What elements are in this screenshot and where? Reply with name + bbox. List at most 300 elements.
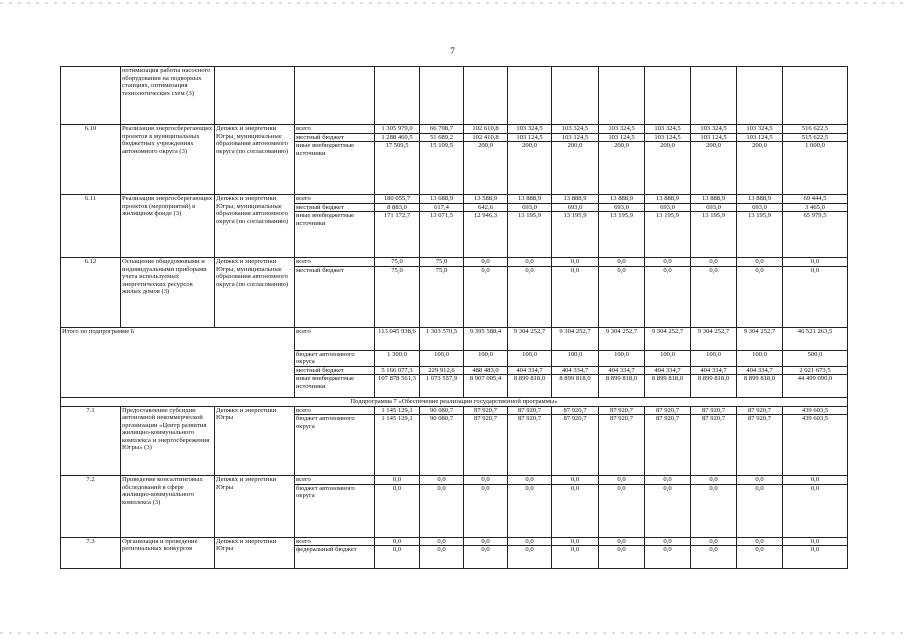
empty-cell bbox=[645, 67, 691, 125]
amount-value: 87 920,7 bbox=[599, 407, 644, 416]
funding-source-label: бюджет автономного округа bbox=[296, 484, 355, 499]
amount-value: 8 899 818,0 bbox=[513, 375, 546, 382]
amount-cell bbox=[420, 406, 464, 476]
amount-cell bbox=[691, 327, 737, 398]
empty-cell bbox=[375, 67, 420, 125]
amount-cell bbox=[508, 258, 552, 328]
amount-value: 0,0 bbox=[783, 538, 847, 547]
amount-cell bbox=[783, 195, 848, 258]
amount-value: 103 324,5 bbox=[645, 125, 690, 134]
table-row bbox=[61, 327, 848, 398]
amount-value: 404 334,7 bbox=[508, 367, 551, 376]
amount-value: 5 166 077,3 bbox=[375, 367, 419, 376]
amount-value: 9 304 252,7 bbox=[737, 328, 782, 351]
amount-value: 1 073 557,9 bbox=[425, 375, 458, 382]
table-row bbox=[61, 406, 848, 476]
amount-value: 87 920,7 bbox=[473, 415, 498, 422]
amount-cell bbox=[420, 125, 464, 195]
funding-sources-cell bbox=[295, 195, 375, 258]
amount-value: 66 798,7 bbox=[420, 125, 463, 134]
executor-cell: Депжкх и энергетики Югры bbox=[215, 476, 295, 538]
amount-value: 0,0 bbox=[691, 476, 736, 485]
amount-cell bbox=[737, 476, 783, 538]
empty-cell bbox=[215, 67, 295, 125]
amount-value: 0,0 bbox=[691, 258, 736, 267]
amount-value: 200,0 bbox=[752, 142, 767, 149]
empty-cell bbox=[508, 67, 552, 125]
amount-cell bbox=[783, 258, 848, 328]
amount-value: 1 145 129,1 bbox=[375, 407, 419, 416]
amount-value: 103 324,5 bbox=[691, 125, 736, 134]
amount-value: 693,0 bbox=[508, 204, 551, 213]
amount-value: 0,0 bbox=[645, 258, 690, 267]
amount-cell bbox=[552, 125, 599, 195]
amount-value: 8 883,0 bbox=[375, 204, 419, 213]
funding-source-label: иные внебюджетные источники bbox=[296, 375, 355, 390]
amount-value: 0,0 bbox=[375, 476, 419, 485]
amount-value: 0,0 bbox=[525, 484, 534, 492]
amount-cell bbox=[737, 195, 783, 258]
amount-cell bbox=[375, 125, 420, 195]
amount-value: 0,0 bbox=[420, 476, 463, 485]
scan-edge-bottom bbox=[0, 632, 905, 634]
amount-value: 0,0 bbox=[810, 266, 820, 274]
scan-edge-top bbox=[0, 2, 905, 4]
amount-value: 13 888,9 bbox=[552, 195, 598, 204]
amount-value: 0,0 bbox=[552, 476, 598, 485]
amount-value: 200,0 bbox=[660, 142, 675, 149]
amount-value: 500,0 bbox=[783, 351, 847, 367]
amount-value: 0,0 bbox=[392, 484, 402, 492]
amount-value: 75,0 bbox=[420, 258, 463, 267]
amount-value: 103 124,5 bbox=[645, 134, 690, 143]
amount-cell bbox=[737, 327, 783, 398]
amount-value: 229 912,6 bbox=[420, 367, 463, 376]
activity-name-cell: Предоставление субсидии автономной некоммерческой организации «Центр развития жилищно-коммунального комплекса и энергосбережения Югры» (3) bbox=[121, 406, 215, 476]
executor-cell: Депжкх и энергетики Югры, муниципальные образования автономного округа (по согласованию) bbox=[215, 195, 295, 258]
amount-cell bbox=[599, 195, 645, 258]
row-number-cell: 7.2 bbox=[61, 476, 121, 538]
amount-value: 0,0 bbox=[737, 258, 782, 267]
amount-value: 200,0 bbox=[706, 142, 721, 149]
amount-value: 75,0 bbox=[391, 266, 403, 274]
funding-source-label: бюджет автономного округа bbox=[296, 415, 355, 430]
amount-cell bbox=[599, 537, 645, 569]
funding-source-label: всего bbox=[295, 328, 374, 351]
amount-value: 2 021 673,5 bbox=[783, 367, 847, 376]
amount-value: 103 124,5 bbox=[552, 134, 598, 143]
amount-value: 87 920,7 bbox=[645, 407, 690, 416]
executor-cell: Депжкх и энергетики Югры bbox=[215, 406, 295, 476]
amount-value: 102 410,8 bbox=[464, 134, 507, 143]
row-number-cell bbox=[61, 67, 121, 125]
amount-value: 51 689,2 bbox=[420, 134, 463, 143]
amount-cell bbox=[691, 258, 737, 328]
funding-sources-cell bbox=[295, 406, 375, 476]
amount-cell bbox=[783, 327, 848, 398]
amount-cell bbox=[599, 258, 645, 328]
amount-cell bbox=[420, 195, 464, 258]
amount-cell bbox=[464, 537, 508, 569]
row-number-cell: 7.3 bbox=[61, 537, 121, 569]
table-row bbox=[61, 195, 848, 258]
funding-sources-cell bbox=[295, 258, 375, 328]
amount-value: 13 195,9 bbox=[563, 212, 587, 219]
amount-value: 693,0 bbox=[645, 204, 690, 213]
funding-source-label: всего bbox=[295, 258, 374, 267]
amount-cell bbox=[508, 195, 552, 258]
amount-value: 0,0 bbox=[570, 266, 580, 274]
amount-cell bbox=[783, 537, 848, 569]
amount-cell bbox=[645, 406, 691, 476]
amount-value: 87 920,7 bbox=[508, 407, 551, 416]
amount-cell bbox=[645, 327, 691, 398]
funding-sources-cell bbox=[295, 125, 375, 195]
amount-cell bbox=[645, 476, 691, 538]
amount-value: 180 055,7 bbox=[375, 195, 419, 204]
amount-value: 0,0 bbox=[709, 546, 718, 553]
amount-value: 0,0 bbox=[481, 266, 490, 274]
amount-value: 13 688,9 bbox=[420, 195, 463, 204]
table-row bbox=[61, 67, 848, 125]
table-row bbox=[61, 398, 848, 407]
amount-cell bbox=[552, 406, 599, 476]
amount-value: 0,0 bbox=[663, 546, 672, 553]
amount-value: 516 622,5 bbox=[783, 125, 847, 134]
amount-value: 12 946,3 bbox=[473, 212, 498, 219]
activity-name-cell: Оснащение общедомовыми и индивидуальными приборами учета используемых энергетических ресурсов жилых домов (3) bbox=[121, 258, 215, 328]
amount-cell bbox=[508, 327, 552, 398]
empty-cell bbox=[295, 67, 375, 125]
amount-cell bbox=[691, 537, 737, 569]
amount-value: 0,0 bbox=[464, 258, 507, 267]
amount-value: 87 920,7 bbox=[701, 415, 726, 422]
amount-cell bbox=[375, 258, 420, 328]
amount-value: 404 334,7 bbox=[691, 367, 736, 376]
amount-value: 0,0 bbox=[552, 538, 598, 547]
amount-value: 0,0 bbox=[375, 538, 419, 547]
amount-value: 13 888,9 bbox=[645, 195, 690, 204]
amount-value: 13 888,9 bbox=[737, 195, 782, 204]
amount-value: 200,0 bbox=[567, 142, 583, 149]
amount-value: 0,0 bbox=[464, 476, 507, 485]
amount-value: 87 920,7 bbox=[552, 407, 598, 416]
empty-cell bbox=[552, 67, 599, 125]
amount-value: 0,0 bbox=[709, 484, 718, 492]
row-number-cell: 6.12 bbox=[61, 258, 121, 328]
amount-value: 13 195,9 bbox=[517, 212, 542, 219]
amount-cell bbox=[552, 258, 599, 328]
amount-value: 102 610,8 bbox=[464, 125, 507, 134]
amount-value: 65 979,5 bbox=[803, 212, 827, 219]
amount-cell bbox=[508, 125, 552, 195]
amount-value: 693,0 bbox=[599, 204, 644, 213]
amount-cell bbox=[375, 327, 420, 398]
amount-value: 90 080,7 bbox=[429, 415, 454, 422]
table-row bbox=[61, 476, 848, 538]
amount-value: 103 124,5 bbox=[508, 134, 551, 143]
amount-value: 0,0 bbox=[525, 546, 534, 553]
amount-value: 75,0 bbox=[435, 266, 448, 274]
amount-value: 15 109,5 bbox=[429, 142, 454, 149]
amount-value: 693,0 bbox=[737, 204, 782, 213]
amount-cell bbox=[691, 476, 737, 538]
amount-cell bbox=[599, 406, 645, 476]
subprogram-7-title: Подпрограмма 7 «Обеспечение реализации государственной программы» bbox=[61, 398, 848, 407]
row-number-cell: 6.10 bbox=[61, 125, 121, 195]
amount-value: 100,0 bbox=[508, 351, 551, 367]
amount-value: 0,0 bbox=[570, 546, 580, 553]
amount-value: 9 304 252,7 bbox=[645, 328, 690, 351]
amount-value: 103 124,5 bbox=[599, 134, 644, 143]
amount-value: 87 920,7 bbox=[747, 415, 772, 422]
amount-cell bbox=[375, 476, 420, 538]
funding-source-label: всего bbox=[295, 407, 374, 416]
amount-value: 103 324,5 bbox=[737, 125, 782, 134]
amount-value: 8 899 818,0 bbox=[697, 375, 730, 382]
amount-value: 439 603,5 bbox=[801, 415, 829, 422]
amount-value: 100,0 bbox=[464, 351, 507, 367]
amount-value: 100,0 bbox=[420, 351, 463, 367]
amount-value: 13 888,9 bbox=[691, 195, 736, 204]
amount-value: 103 324,5 bbox=[552, 125, 598, 134]
amount-value: 0,0 bbox=[508, 258, 551, 267]
amount-value: 0,0 bbox=[755, 484, 764, 492]
amount-cell bbox=[691, 195, 737, 258]
funding-source-label: иные внебюджетные источники bbox=[296, 212, 355, 227]
amount-cell bbox=[552, 476, 599, 538]
amount-value: 0,0 bbox=[481, 484, 490, 492]
amount-value: 1 288 469,5 bbox=[375, 134, 419, 143]
amount-value: 3 465,0 bbox=[783, 204, 847, 213]
amount-value: 87 920,7 bbox=[464, 407, 507, 416]
amount-value: 488 483,0 bbox=[464, 367, 507, 376]
amount-value: 100,0 bbox=[599, 351, 644, 367]
amount-value: 0,0 bbox=[810, 546, 820, 553]
amount-value: 200,0 bbox=[478, 142, 493, 149]
amount-value: 113 045 938,6 bbox=[375, 328, 419, 351]
amount-cell bbox=[375, 195, 420, 258]
amount-value: 87 920,7 bbox=[609, 415, 634, 422]
amount-value: 404 334,7 bbox=[552, 367, 598, 376]
amount-value: 9 304 252,7 bbox=[508, 328, 551, 351]
page-number: 7 bbox=[450, 46, 455, 56]
amount-value: 75,0 bbox=[375, 258, 419, 267]
amount-value: 0,0 bbox=[617, 546, 626, 553]
amount-cell bbox=[645, 125, 691, 195]
amount-cell bbox=[599, 476, 645, 538]
amount-cell bbox=[645, 195, 691, 258]
table-row bbox=[61, 125, 848, 195]
amount-value: 17 509,5 bbox=[385, 142, 409, 149]
amount-value: 0,0 bbox=[709, 266, 718, 274]
amount-value: 9 304 252,7 bbox=[599, 328, 644, 351]
row-number-cell: 7.1 bbox=[61, 406, 121, 476]
amount-cell bbox=[783, 476, 848, 538]
amount-value: 0,0 bbox=[755, 546, 764, 553]
amount-value: 171 172,7 bbox=[383, 212, 411, 219]
amount-cell bbox=[464, 476, 508, 538]
amount-value: 0,0 bbox=[755, 266, 764, 274]
activity-name-cell: Реализация энергосберегающих проектов (мероприятий) в жилищном фонде (3) bbox=[121, 195, 215, 258]
amount-value: 1 303 570,5 bbox=[420, 328, 463, 351]
funding-sources-cell bbox=[295, 327, 375, 398]
amount-value: 13 588,9 bbox=[464, 195, 507, 204]
amount-value: 0,0 bbox=[437, 484, 446, 492]
funding-sources-cell bbox=[295, 537, 375, 569]
empty-cell bbox=[464, 67, 508, 125]
amount-value: 100,0 bbox=[691, 351, 736, 367]
amount-cell bbox=[783, 125, 848, 195]
amount-value: 439 603,5 bbox=[783, 407, 847, 416]
amount-cell bbox=[783, 406, 848, 476]
funding-source-label: всего bbox=[295, 538, 374, 547]
amount-value: 13 195,9 bbox=[701, 212, 726, 219]
amount-value: 13 195,9 bbox=[609, 212, 634, 219]
amount-value: 0,0 bbox=[599, 258, 644, 267]
amount-cell bbox=[420, 258, 464, 328]
amount-value: 0,0 bbox=[420, 538, 463, 547]
amount-value: 0,0 bbox=[570, 484, 580, 492]
amount-cell bbox=[552, 537, 599, 569]
amount-value: 0,0 bbox=[783, 476, 847, 485]
amount-cell bbox=[420, 476, 464, 538]
amount-value: 44 499 090,0 bbox=[797, 375, 833, 382]
amount-cell bbox=[599, 125, 645, 195]
amount-value: 8 907 005,4 bbox=[469, 375, 502, 382]
amount-value: 1 300,0 bbox=[375, 351, 419, 367]
amount-value: 642,6 bbox=[464, 204, 507, 213]
amount-value: 103 324,5 bbox=[508, 125, 551, 134]
amount-value: 0,0 bbox=[617, 484, 626, 492]
budget-table-wrap bbox=[60, 66, 847, 569]
amount-cell bbox=[464, 258, 508, 328]
amount-value: 103 124,5 bbox=[737, 134, 782, 143]
amount-value: 8 899 818,0 bbox=[651, 375, 684, 382]
amount-value: 100,0 bbox=[737, 351, 782, 367]
funding-source-label: бюджет автономного округа bbox=[295, 351, 374, 367]
amount-cell bbox=[737, 125, 783, 195]
executor-cell: Депжкх и энергетики Югры, муниципальные образования автономного округа (по согласованию) bbox=[215, 258, 295, 328]
amount-cell bbox=[508, 537, 552, 569]
amount-cell bbox=[508, 476, 552, 538]
amount-cell bbox=[464, 327, 508, 398]
amount-value: 0,0 bbox=[810, 484, 820, 492]
amount-value: 0,0 bbox=[599, 538, 644, 547]
amount-value: 617,4 bbox=[420, 204, 463, 213]
amount-cell bbox=[599, 327, 645, 398]
amount-value: 1 145 129,1 bbox=[381, 415, 413, 422]
amount-cell bbox=[464, 125, 508, 195]
amount-value: 0,0 bbox=[663, 484, 672, 492]
empty-cell bbox=[783, 67, 848, 125]
amount-value: 0,0 bbox=[691, 538, 736, 547]
funding-source-label: федеральный бюджет bbox=[296, 546, 357, 553]
row-number-cell: 6.11 bbox=[61, 195, 121, 258]
empty-cell bbox=[737, 67, 783, 125]
amount-cell bbox=[737, 258, 783, 328]
amount-value: 100,0 bbox=[552, 351, 598, 367]
table-row bbox=[61, 537, 848, 569]
amount-value: 13 888,9 bbox=[508, 195, 551, 204]
amount-value: 46 521 263,5 bbox=[783, 328, 847, 351]
amount-value: 0,0 bbox=[663, 266, 672, 274]
amount-value: 693,0 bbox=[691, 204, 736, 213]
funding-source-label: иные внебюджетные источники bbox=[296, 142, 355, 157]
amount-value: 404 334,7 bbox=[737, 367, 782, 376]
amount-value: 8 899 818,0 bbox=[559, 375, 591, 382]
amount-value: 103 324,5 bbox=[599, 125, 644, 134]
amount-value: 0,0 bbox=[508, 538, 551, 547]
amount-value: 0,0 bbox=[481, 546, 490, 553]
amount-value: 0,0 bbox=[437, 546, 446, 553]
amount-cell bbox=[420, 327, 464, 398]
executor-cell: Депжкх и энергетики Югры bbox=[215, 537, 295, 569]
amount-cell bbox=[508, 406, 552, 476]
amount-value: 0,0 bbox=[599, 476, 644, 485]
amount-value: 87 920,7 bbox=[517, 415, 542, 422]
amount-value: 13 195,9 bbox=[747, 212, 772, 219]
activity-name-cell: Проведение консалтинговых обследований в сфере жилищно-коммунального комплекса (3) bbox=[121, 476, 215, 538]
amount-value: 13 195,9 bbox=[655, 212, 680, 219]
amount-value: 90 080,7 bbox=[420, 407, 463, 416]
funding-source-label: всего bbox=[295, 476, 374, 485]
amount-value: 0,0 bbox=[645, 538, 690, 547]
funding-source-label: всего bbox=[295, 195, 374, 204]
amount-value: 0,0 bbox=[552, 258, 598, 267]
amount-value: 100,0 bbox=[645, 351, 690, 367]
table-row bbox=[61, 258, 848, 328]
amount-value: 1 000,0 bbox=[805, 142, 825, 149]
amount-cell bbox=[552, 195, 599, 258]
amount-value: 87 920,7 bbox=[691, 407, 736, 416]
amount-value: 693,0 bbox=[552, 204, 598, 213]
funding-source-label: всего bbox=[295, 125, 374, 134]
amount-value: 515 622,5 bbox=[783, 134, 847, 143]
amount-cell bbox=[420, 537, 464, 569]
activity-name-cell: Организация и проведение региональных конкурсов bbox=[121, 537, 215, 569]
amount-cell bbox=[464, 195, 508, 258]
amount-value: 9 304 252,7 bbox=[691, 328, 736, 351]
amount-value: 8 899 818,0 bbox=[743, 375, 776, 382]
amount-cell bbox=[464, 406, 508, 476]
amount-value: 87 920,7 bbox=[655, 415, 680, 422]
empty-cell bbox=[691, 67, 737, 125]
amount-value: 103 124,5 bbox=[691, 134, 736, 143]
funding-source-label: местный бюджет bbox=[295, 367, 374, 376]
amount-value: 0,0 bbox=[508, 476, 551, 485]
amount-value: 0,0 bbox=[737, 476, 782, 485]
amount-value: 0,0 bbox=[525, 266, 534, 274]
amount-value: 404 334,7 bbox=[599, 367, 644, 376]
amount-value: 13 071,5 bbox=[429, 212, 454, 219]
empty-cell bbox=[599, 67, 645, 125]
amount-value: 87 920,7 bbox=[737, 407, 782, 416]
amount-value: 200,0 bbox=[522, 142, 537, 149]
amount-cell bbox=[691, 406, 737, 476]
funding-sources-cell bbox=[295, 476, 375, 538]
amount-value: 0,0 bbox=[392, 546, 402, 553]
amount-value: 1 305 979,0 bbox=[375, 125, 419, 134]
amount-value: 0,0 bbox=[617, 266, 626, 274]
amount-cell bbox=[552, 327, 599, 398]
amount-value: 0,0 bbox=[464, 538, 507, 547]
empty-cell bbox=[420, 67, 464, 125]
amount-value: 0,0 bbox=[737, 538, 782, 547]
amount-value: 107 878 561,3 bbox=[378, 375, 416, 382]
amount-value: 13 888,9 bbox=[599, 195, 644, 204]
total-label-cell: Итого по подпрограмме 6 bbox=[61, 327, 295, 398]
